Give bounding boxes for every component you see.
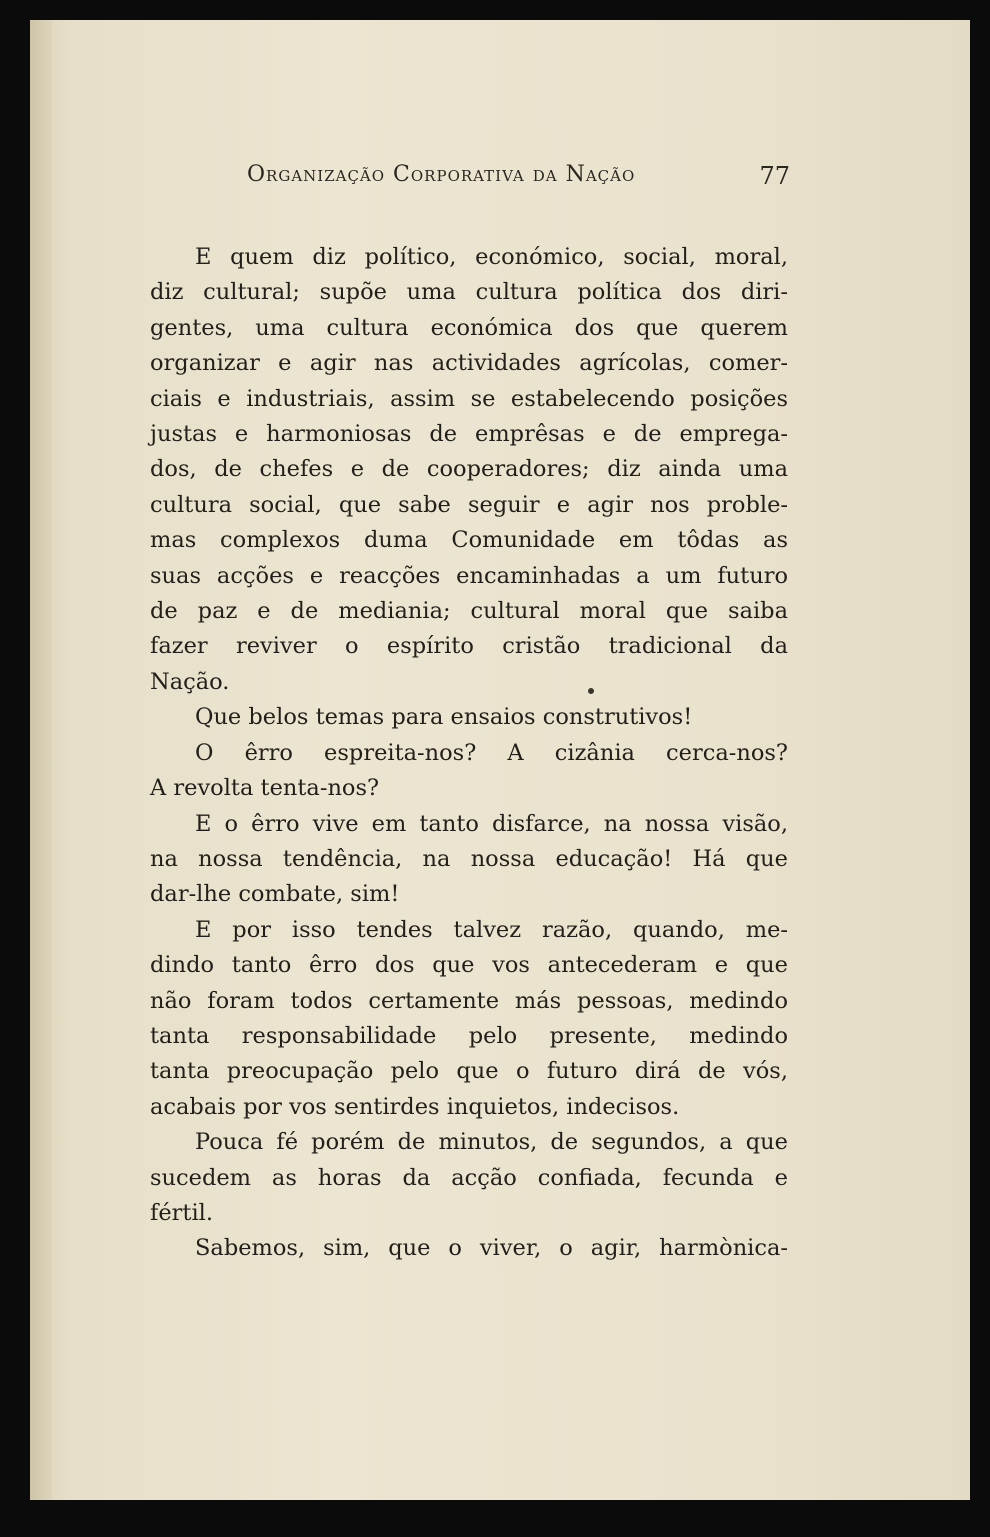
text-line: fértil. <box>150 1199 213 1226</box>
text-line: diz cultural; supõe uma cultura política dos diri- <box>150 279 788 306</box>
text-line: Pouca fé porém de minutos, de segundos, a que <box>195 1129 788 1156</box>
text-line: cultura social, que sabe seguir e agir nos proble- <box>150 491 788 518</box>
text-line: sucedem as horas da acção confiada, fecunda e <box>150 1164 788 1191</box>
paragraph <box>150 1231 788 1266</box>
text-line: ciais e industriais, assim se estabelecendo posições <box>150 385 788 412</box>
paragraph <box>150 240 788 700</box>
text-line: gentes, uma cultura económica dos que querem <box>150 314 788 341</box>
text-line: organizar e agir nas actividades agrícolas, comer- <box>150 350 788 377</box>
text-line: suas acções e reacções encaminhadas a um futuro <box>150 562 788 589</box>
paragraph <box>150 736 788 807</box>
text-line: não foram todos certamente más pessoas, medindo <box>150 987 788 1014</box>
text-line: Sabemos, sim, que o viver, o agir, harmònica- <box>195 1235 788 1262</box>
body-text <box>150 240 788 1267</box>
text-line: justas e harmoniosas de emprêsas e de emprega- <box>150 421 788 448</box>
text-line: na nossa tendência, na nossa educação! Há que <box>150 845 788 872</box>
running-title: Organização Corporativa da Nação <box>247 162 636 187</box>
text-line: O êrro espreita-nos? A cizânia cerca-nos? <box>195 739 788 766</box>
binding-edge <box>30 20 52 1500</box>
paragraph <box>150 807 788 913</box>
text-line: dar-lhe combate, sim! <box>150 881 400 908</box>
text-line: A revolta tenta-nos? <box>150 775 380 802</box>
text-line: dindo tanto êrro dos que vos antecederam e que <box>150 952 788 979</box>
page-header <box>150 160 790 196</box>
text-line: Nação. <box>150 668 230 695</box>
text-line: tanta preocupação pelo que o futuro dirá de vós, <box>150 1058 788 1085</box>
text-line: fazer reviver o espírito cristão tradicional da <box>150 633 788 660</box>
text-line: E o êrro vive em tanto disfarce, na nossa visão, <box>195 810 788 837</box>
paragraph <box>150 913 788 1125</box>
text-line: dos, de chefes e de cooperadores; diz ainda uma <box>150 456 788 483</box>
text-line: E quem diz político, económico, social, moral, <box>195 244 788 270</box>
text-line: mas complexos duma Comunidade em tôdas as <box>150 527 788 554</box>
text-line: E por isso tendes talvez razão, quando, me- <box>195 916 788 943</box>
paragraph <box>150 700 788 735</box>
paragraph <box>150 1125 788 1231</box>
text-line: de paz e de mediania; cultural moral que saiba <box>150 598 788 625</box>
text-line: Que belos temas para ensaios construtivos! <box>195 704 693 731</box>
page-number: 77 <box>759 162 790 190</box>
text-line: acabais por vos sentirdes inquietos, indecisos. <box>150 1093 680 1120</box>
text-line: tanta responsabilidade pelo presente, medindo <box>150 1022 788 1049</box>
